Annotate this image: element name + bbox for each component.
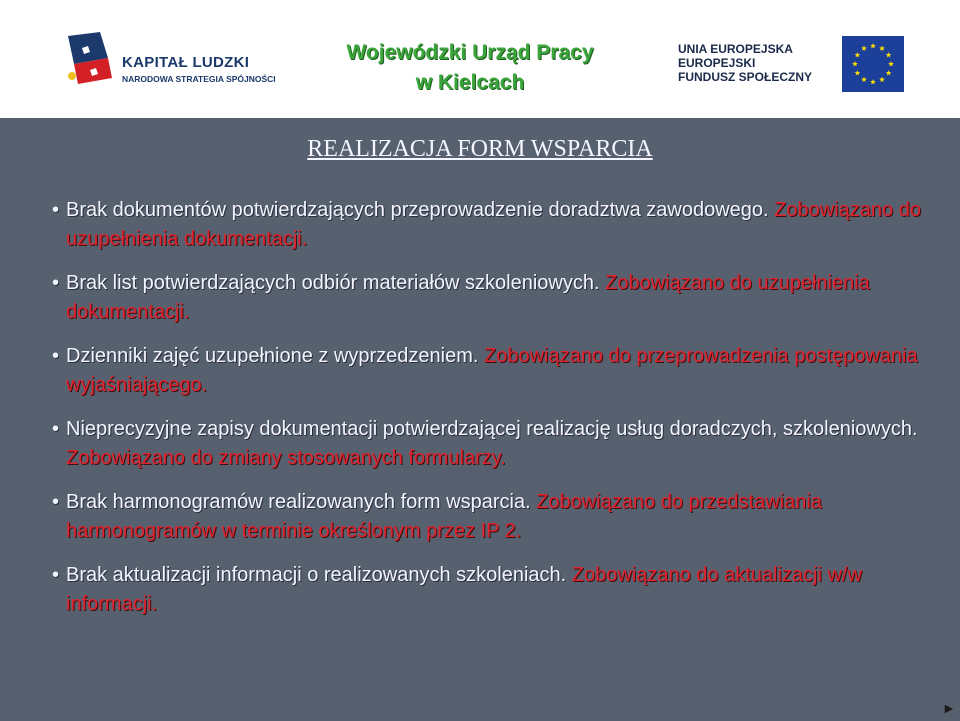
list-item: [52, 196, 932, 254]
item-text: Brak aktualizacji informacji o realizowanych szkoleniach.: [66, 564, 572, 586]
list-item: [52, 488, 932, 546]
item-action: Zobowiązano do przedstawiania harmonogramów w terminie określonym przez IP 2.: [66, 491, 822, 542]
list-item: [52, 561, 932, 619]
institution-name-line2: w Kielcach: [415, 71, 525, 94]
item-action: Zobowiązano do przeprowadzenia postępowania wyjaśniającego.: [66, 345, 918, 396]
findings-list: [52, 196, 932, 634]
header-banner: [0, 0, 960, 118]
item-action: Zobowiązano do uzupełnienia dokumentacji.: [66, 272, 870, 323]
bullet-icon: •: [52, 491, 60, 513]
list-item: [52, 415, 932, 473]
eu-logo-line1: UNIA EUROPEJSKA: [678, 42, 793, 56]
slide-footer-arrow-icon: ►: [942, 700, 956, 716]
item-text: Brak dokumentów potwierdzających przeprowadzenie doradztwa zawodowego.: [66, 199, 775, 221]
bullet-icon: •: [52, 345, 60, 367]
eu-logo-line2: EUROPEJSKI: [678, 56, 756, 70]
kapital-ludzki-logo: [60, 18, 290, 102]
kapital-ludzki-subtitle: NARODOWA STRATEGIA SPÓJNOŚCI: [122, 74, 276, 84]
kapital-ludzki-emblem-icon: [60, 30, 120, 86]
item-text: Brak harmonogramów realizowanych form wsparcia.: [66, 491, 537, 513]
bullet-icon: •: [52, 564, 60, 586]
item-text: Brak list potwierdzających odbiór materiałów szkoleniowych.: [66, 272, 606, 294]
eu-logo: [670, 32, 920, 102]
institution-name: [300, 38, 640, 98]
item-action: Zobowiązano do aktualizacji w/w informacji.: [66, 564, 862, 615]
list-item: [52, 342, 932, 400]
kapital-ludzki-title: KAPITAŁ LUDZKI: [122, 54, 250, 71]
slide-title-text: REALIZACJA FORM WSPARCIA: [307, 136, 653, 162]
eu-logo-line3: FUNDUSZ SPOŁECZNY: [678, 70, 813, 84]
bullet-icon: •: [52, 272, 60, 294]
slide-title: [0, 136, 960, 163]
item-text: Nieprecyzyjne zapisy dokumentacji potwierdzającej realizację usług doradczych, szkoleniowych.: [66, 418, 918, 440]
bullet-icon: •: [52, 418, 60, 440]
bullet-icon: •: [52, 199, 60, 221]
item-action: Zobowiązano do uzupełnienia dokumentacji.: [66, 199, 921, 250]
institution-name-line1: Wojewódzki Urząd Pracy: [346, 41, 594, 64]
item-text: Dzienniki zajęć uzupełnione z wyprzedzeniem.: [66, 345, 484, 367]
list-item: [52, 269, 932, 327]
item-action: Zobowiązano do zmiany stosowanych formularzy.: [66, 447, 506, 469]
eu-flag-icon: [842, 36, 904, 92]
